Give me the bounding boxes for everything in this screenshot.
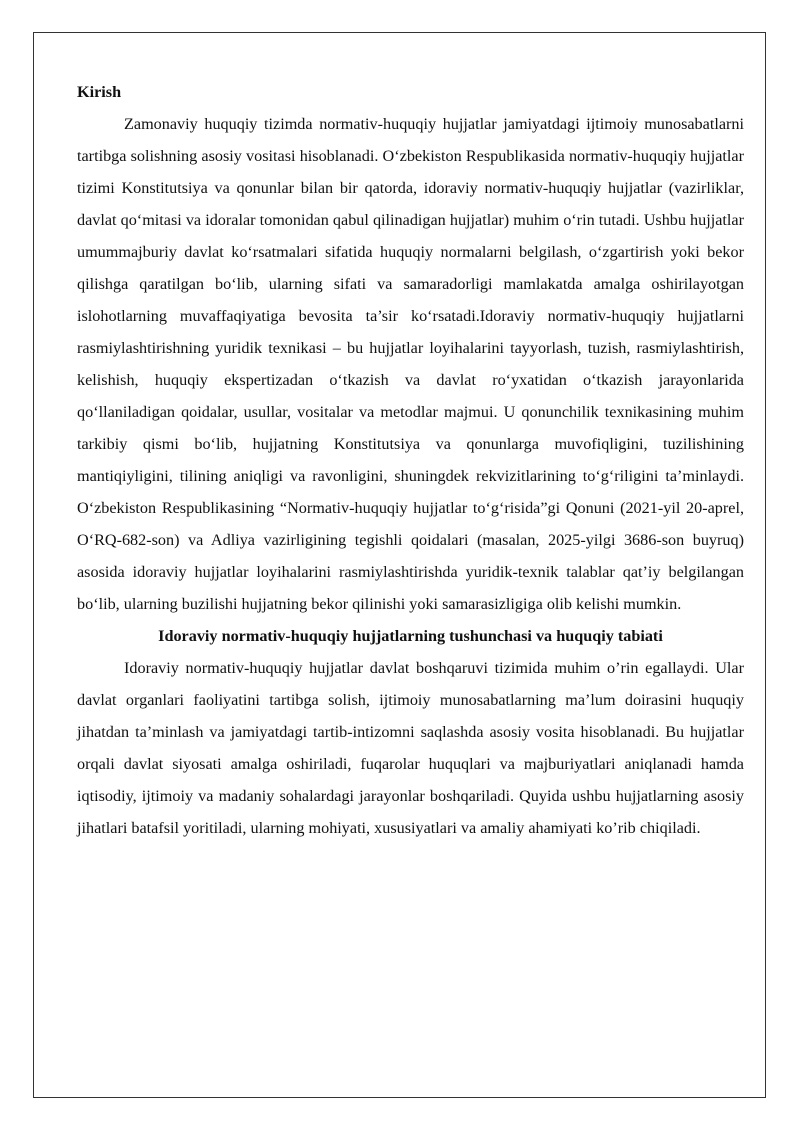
page-frame	[33, 32, 766, 1098]
intro-paragraph: Zamonaviy huquqiy tizimda normativ-huquqiy hujjatlar jamiyatdagi ijtimoiy munosabatlarni tartibga solishning asosiy vositasi hisoblanadi. O‘zbekiston Respublikasida normativ-huquqiy hujjatlar tizimi Konstitutsiya va qonunlar bilan bir qatorda, idoraviy normativ-huquqiy hujjatlar (vazirliklar, davlat qo‘mitasi va idoralar tomonidan qabul qilinadigan hujjatlar) muhim o‘rin tutadi. Ushbu hujjatlar umummajburiy davlat ko‘rsatmalari sifatida huquqiy normalarni belgilash, o‘zgartirish yoki bekor qilishga qaratilgan bo‘lib, ularning sifati va samaradorligi mamlakatda amalga oshirilayotgan islohotlarning muvaffaqiyatiga bevosita ta’sir ko‘rsatadi.Idoraviy normativ-huquqiy hujjatlarni rasmiylashtirishning yuridik texnikasi – bu hujjatlar loyihalarini tayyorlash, tuzish, rasmiylashtirish, kelishish, huquqiy ekspertizadan o‘tkazish va davlat ro‘yxatidan o‘tkazish jarayonlarida qo‘llaniladigan qoidalar, usullar, vositalar va metodlar majmui. U qonunchilik texnikasining muhim tarkibiy qismi bo‘lib, hujjatning Konstitutsiya va qonunlarga muvofiqligini, tuzilishining mantiqiyligini, tilining aniqligi va ravonligini, shuningdek rekvizitlarining to‘g‘riligini ta’minlaydi. O‘zbekiston Respublikasining “Normativ-huquqiy hujjatlar to‘g‘risida”gi Qonuni (2021-yil 20-aprel, O‘RQ-682-son) va Adliya vazirligining tegishli qoidalari (masalan, 2025-yilgi 3686-son buyruq) asosida idoraviy hujjatlar loyihalarini rasmiylashtirishda yuridik-texnik talablar qat’iy belgilangan bo‘lib, ularning buzilishi hujjatning bekor qilinishi yoki samarasizligiga olib kelishi mumkin.	[77, 115, 744, 613]
intro-heading: Kirish	[77, 83, 122, 101]
section-paragraph: Idoraviy normativ-huquqiy hujjatlar davlat boshqaruvi tizimida muhim o’rin egallaydi. Ular davlat organlari faoliyatini tartibga solish, ijtimoiy munosabatlarning ma’lum doirasini huquqiy jihatdan ta’minlash va jamiyatdagi tartib-intizomni saqlashda asosiy vosita hisoblanadi. Bu hujjatlar orqali davlat siyosati amalga oshiriladi, fuqarolar huquqlari va majburiyatlari aniqlanadi hamda iqtisodiy, ijtimoiy va madaniy sohalardagi jarayonlar boshqariladi. Quyida ushbu hujjatlarning asosiy jihatlari batafsil yoritiladi, ularning mohiyati, xususiyatlari va amaliy ahamiyati ko’rib chiqiladi.	[77, 659, 744, 837]
section-heading: Idoraviy normativ-huquqiy hujjatlarning tushunchasi va huquqiy tabiati	[158, 627, 663, 645]
document-content	[77, 76, 744, 844]
